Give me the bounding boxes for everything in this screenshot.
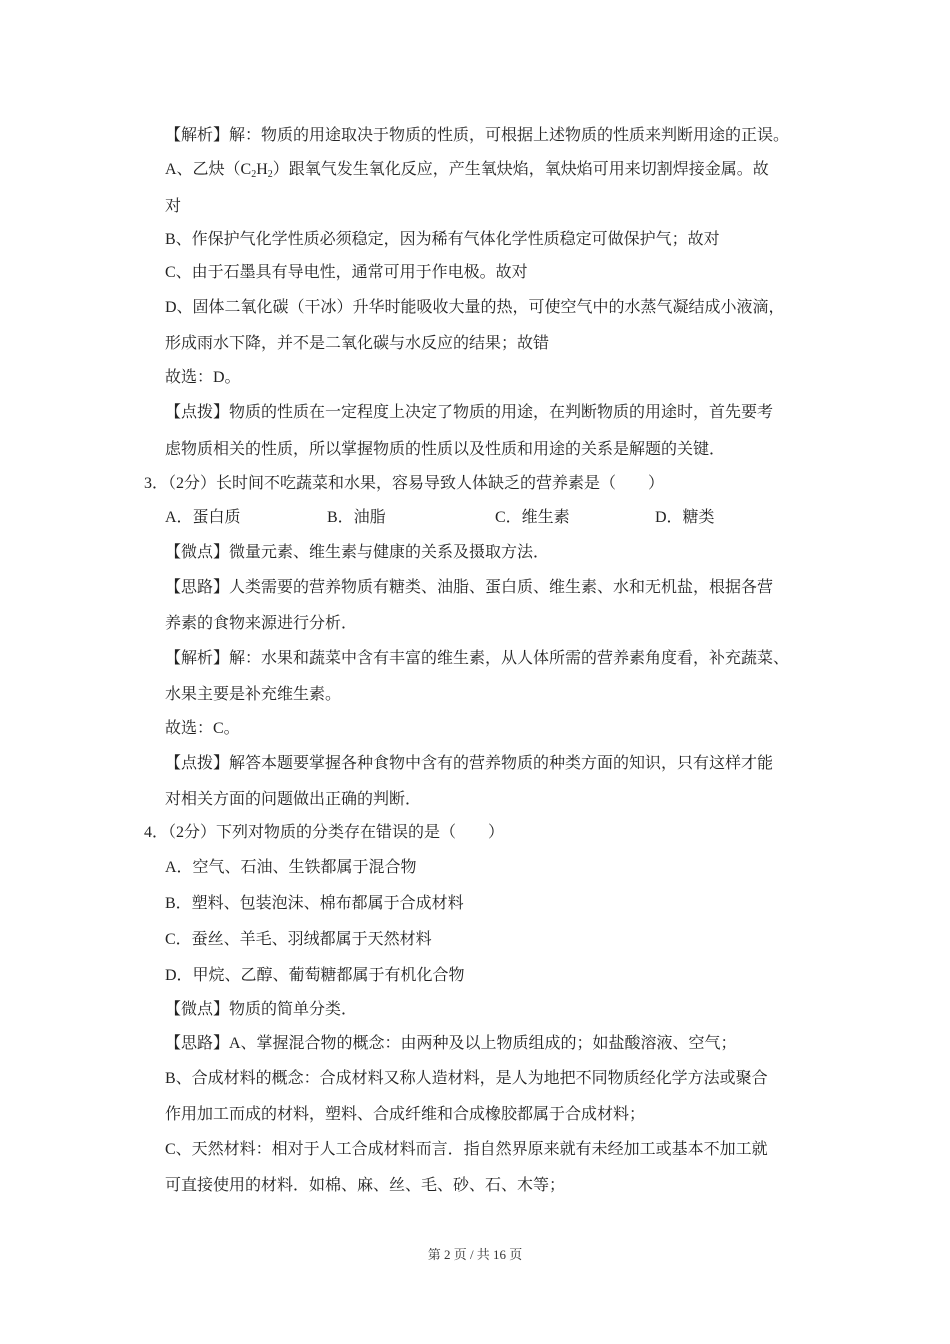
text: A、乙炔（C bbox=[165, 161, 252, 178]
question-3: 3．（2分）长时间不吃蔬菜和水果，容易导致人体缺乏的营养素是（ ） bbox=[144, 475, 665, 492]
approach-line: 【思路】A、掌握混合物的概念：由两种及以上物质组成的；如盐酸溶液、空气； bbox=[165, 1035, 737, 1052]
approach-line: 【思路】人类需要的营养物质有糖类、油脂、蛋白质、维生素、水和无机盐，根据各营 bbox=[165, 579, 774, 596]
page-footer: 第 2 页 / 共 16 页 bbox=[427, 1247, 523, 1262]
analysis-option-a bbox=[165, 159, 769, 181]
q4-option-c: C．蚕丝、羊毛、羽绒都属于天然材料 bbox=[165, 931, 432, 948]
q4-option-b: B．塑料、包装泡沫、棉布都属于合成材料 bbox=[165, 895, 464, 912]
text-line: 作用加工而成的材料，塑料、合成纤维和合成橡胶都属于合成材料； bbox=[165, 1106, 646, 1123]
key-point-line: 【微点】微量元素、维生素与健康的关系及摄取方法． bbox=[165, 544, 550, 561]
q4-option-a: A．空气、石油、生铁都属于混合物 bbox=[165, 859, 417, 876]
text-line: B、合成材料的概念：合成材料又称人造材料，是人为地把不同物质经化学方法或聚合 bbox=[165, 1070, 768, 1087]
text-line: 对相关方面的问题做出正确的判断． bbox=[165, 791, 422, 808]
q3-option-d: D．糖类 bbox=[655, 509, 715, 526]
text: H bbox=[256, 161, 268, 178]
q3-option-b: B．油脂 bbox=[327, 509, 386, 526]
q3-option-a: A．蛋白质 bbox=[165, 509, 241, 526]
analysis-line: 【解析】解：水果和蔬菜中含有丰富的维生素，从人体所需的营养素角度看，补充蔬菜、 bbox=[165, 650, 790, 667]
question-4: 4．（2分）下列对物质的分类存在错误的是（ ） bbox=[144, 824, 505, 841]
tip-line: 【点拨】解答本题要掌握各种食物中含有的营养物质的种类方面的知识，只有这样才能 bbox=[165, 755, 774, 772]
q3-option-c: C．维生素 bbox=[495, 509, 570, 526]
key-point-line: 【微点】物质的简单分类． bbox=[165, 1001, 358, 1018]
text-line: 可直接使用的材料．如棉、麻、丝、毛、砂、石、木等； bbox=[165, 1177, 566, 1194]
subscript: 2 bbox=[267, 169, 273, 180]
answer-line: 故选：D。 bbox=[165, 369, 241, 386]
text: ）跟氧气发生氧化反应，产生氧炔焰，氧炔焰可用来切割焊接金属。故 bbox=[272, 161, 769, 178]
text-line: 水果主要是补充维生素。 bbox=[165, 686, 342, 703]
text-line: C、天然材料：相对于人工合成材料而言．指自然界原来就有未经加工或基本不加工就 bbox=[165, 1141, 768, 1158]
text-line: 对 bbox=[165, 198, 182, 215]
text-line: 形成雨水下降，并不是二氧化碳与水反应的结果；故错 bbox=[165, 335, 550, 352]
q4-option-d: D．甲烷、乙醇、葡萄糖都属于有机化合物 bbox=[165, 967, 465, 984]
analysis-option-c: C、由于石墨具有导电性，通常可用于作电极。故对 bbox=[165, 264, 528, 281]
analysis-line: 【解析】解：物质的用途取决于物质的性质，可根据上述物质的性质来判断用途的正误。 bbox=[165, 127, 790, 144]
subscript: 2 bbox=[251, 169, 257, 180]
analysis-option-d: D、固体二氧化碳（干冰）升华时能吸收大量的热，可使空气中的水蒸气凝结成小液滴， bbox=[165, 299, 785, 316]
text-line: 虑物质相关的性质，所以掌握物质的性质以及性质和用途的关系是解题的关键． bbox=[165, 441, 726, 458]
answer-line: 故选：C。 bbox=[165, 720, 240, 737]
tip-line: 【点拨】物质的性质在一定程度上决定了物质的用途，在判断物质的用途时，首先要考 bbox=[165, 404, 774, 421]
text-line: 养素的食物来源进行分析． bbox=[165, 615, 358, 632]
analysis-option-b: B、作保护气化学性质必须稳定，因为稀有气体化学性质稳定可做保护气；故对 bbox=[165, 231, 720, 248]
